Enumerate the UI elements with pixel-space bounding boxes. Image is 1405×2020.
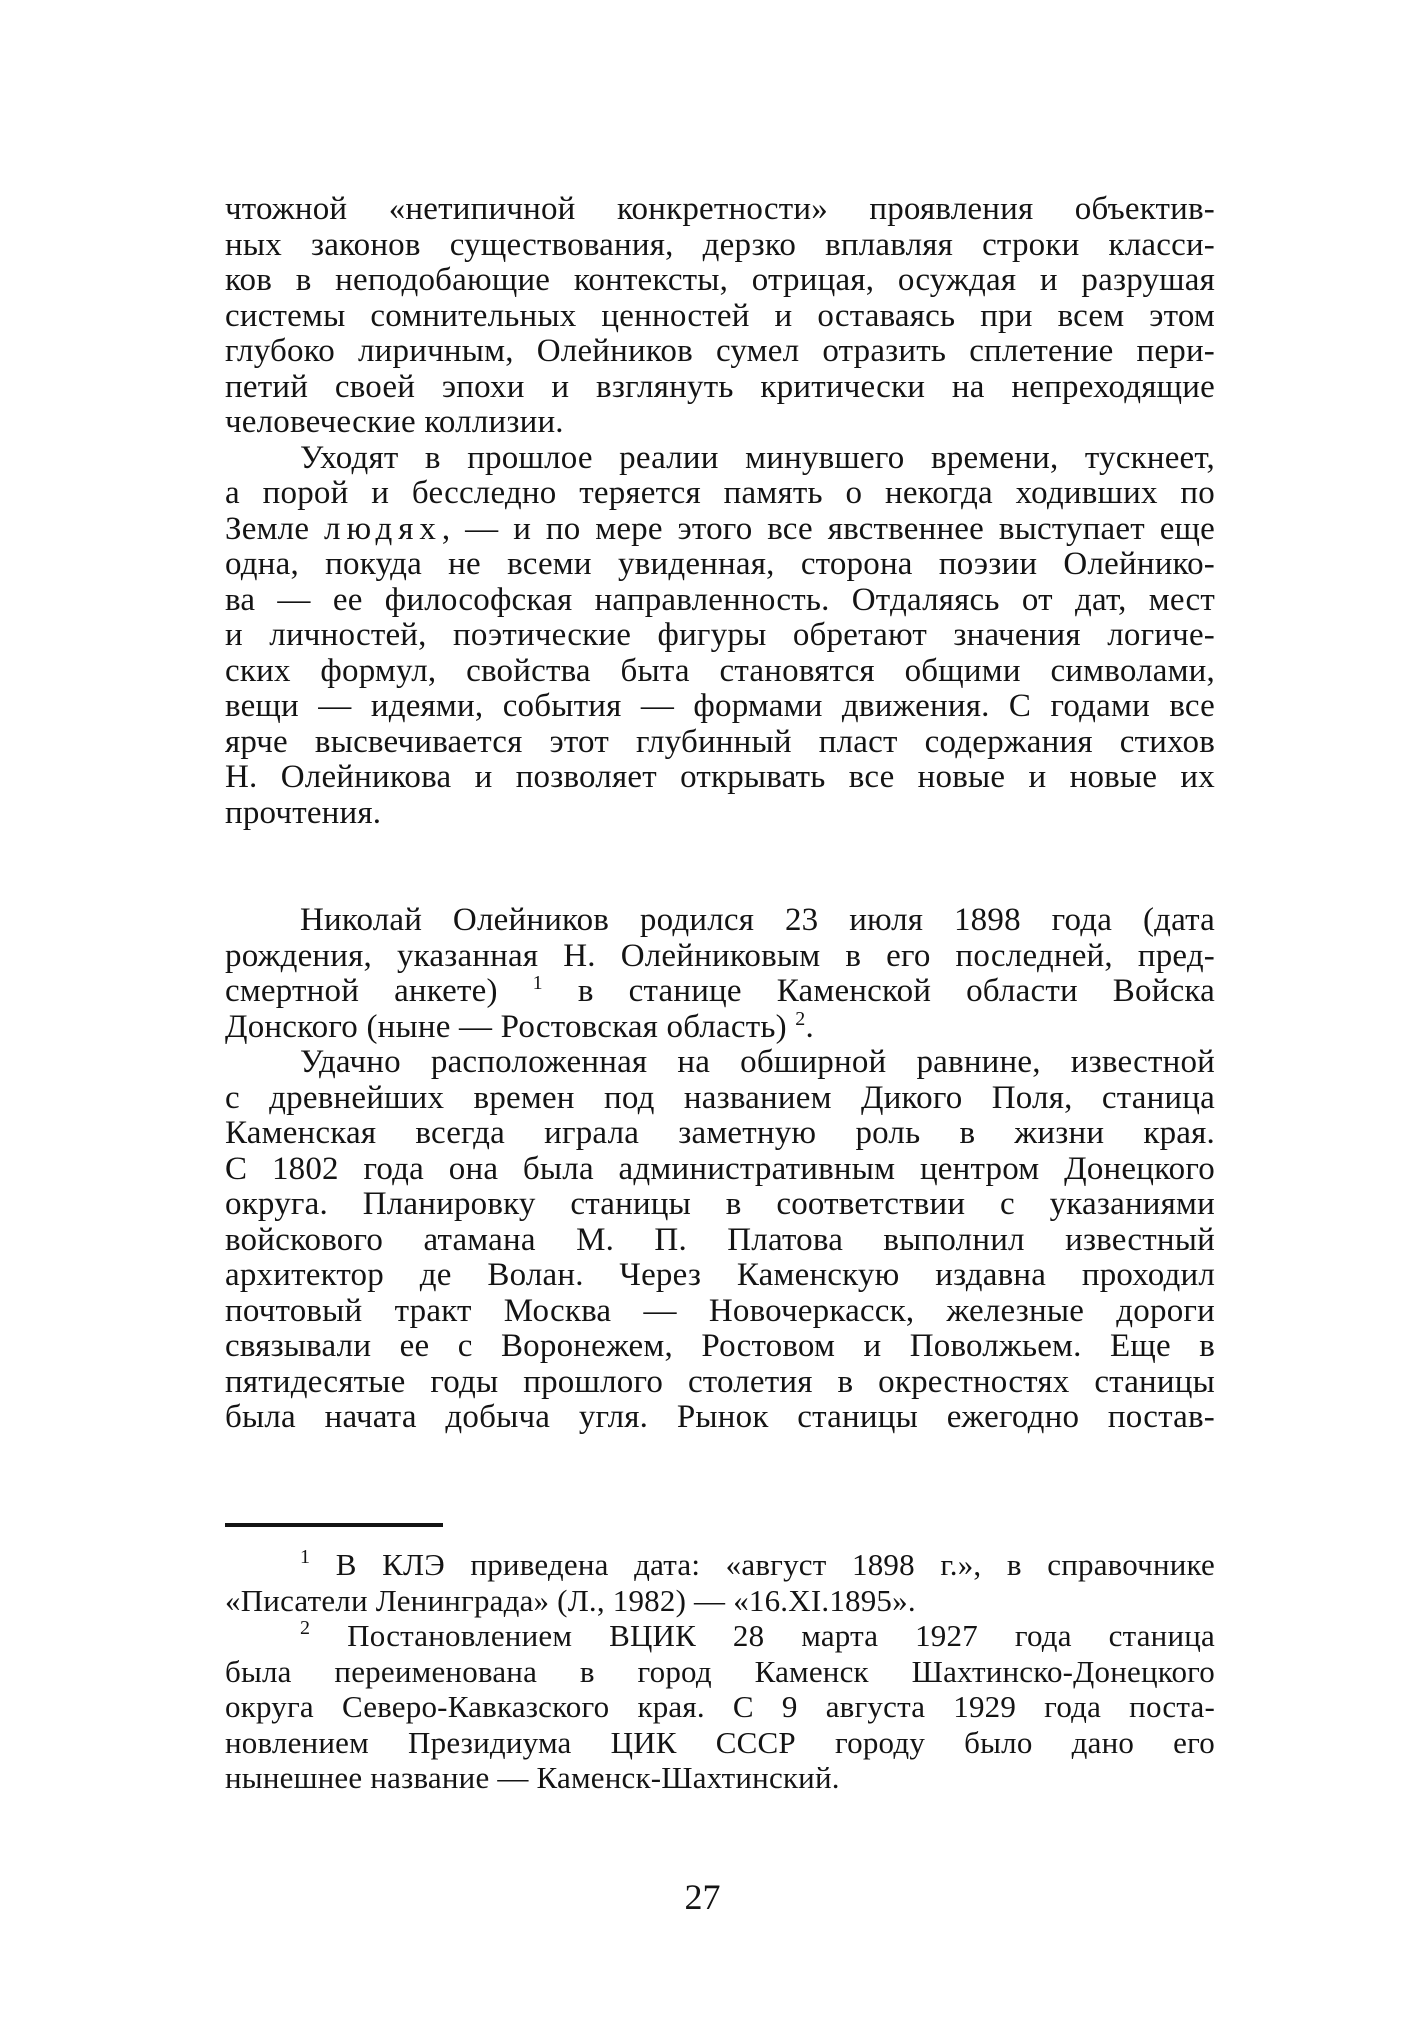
text-fragment: в станице Каменской области Войска <box>577 973 1215 1009</box>
text-line: ярче высвечивается этот глубинный пласт содержания стихов <box>225 723 1215 760</box>
footnote-marker: 1 <box>300 1546 311 1568</box>
text-line: ков в неподобающие контексты, отрицая, осуждая и разрушая <box>225 262 1215 298</box>
text-line: нынешнее название — Каменск-Шахтинский. <box>225 1760 840 1795</box>
footnote-2 <box>225 1618 1215 1796</box>
text-line: прочтения. <box>225 794 382 831</box>
text-line: Николай Олейников родился 23 июля 1898 года (дата <box>300 902 1215 938</box>
page-number: 27 <box>684 1877 721 1917</box>
footnote-ref-1[interactable]: 1 <box>532 972 543 994</box>
text-line: системы сомнительных ценностей и оставаясь при всем этом <box>225 297 1215 334</box>
text-line: связывали ее с Воронежем, Ростовом и Поволжьем. Еще в <box>225 1328 1215 1364</box>
footnote-1 <box>225 1547 1215 1618</box>
paragraph-kamenskaya <box>225 1045 1215 1436</box>
text-line: округа Северо-Кавказского края. С 9 августа 1929 года поста- <box>225 1689 1215 1724</box>
text-line: ских формул, свойства быта становятся общими символами, <box>225 652 1215 689</box>
text-fragment: , — и по мере этого все явственнее выступает еще <box>441 510 1215 547</box>
text-line: а порой и бесследно теряется память о некогда ходивших по <box>225 475 1215 511</box>
text-line: была переименована в город Каменск Шахтинско-Донецкого <box>225 1653 1215 1689</box>
text-line: одна, покуда не всеми увиденная, сторона поэзии Олейнико- <box>225 546 1215 582</box>
footnote-divider <box>225 1523 443 1527</box>
text-line: новлением Президиума ЦИК СССР городу было дано его <box>225 1724 1215 1760</box>
text-line: Н. Олейникова и позволяет открывать все новые и новые их <box>225 759 1215 795</box>
text-fragment: В КЛЭ приведена дата: «август 1898 г.», в справочнике <box>335 1547 1215 1582</box>
text-line <box>225 974 1215 1010</box>
text-line: Каменская всегда играла заметную роль в жизни края. <box>225 1115 1215 1151</box>
text-line: Удачно расположенная на обширной равнине, известной <box>300 1044 1215 1080</box>
spaced-emphasis: людях <box>324 510 442 547</box>
footnote-ref-2[interactable]: 2 <box>795 1007 806 1030</box>
text-line: архитектор де Волан. Через Каменскую издавна проходил <box>225 1257 1215 1293</box>
text-line: ва — ее философская направленность. Отдаляясь от дат, мест <box>225 581 1215 618</box>
footnotes <box>225 1547 1215 1796</box>
text-line: и личностей, поэтические фигуры обретают значения логиче- <box>225 617 1215 653</box>
text-line: «Писатели Ленинграда» (Л., 1982) — «16.XI.1895». <box>225 1582 916 1618</box>
paragraph-philosophy <box>225 441 1215 832</box>
text-fragment: . <box>805 1008 814 1045</box>
text-line <box>225 1618 1215 1654</box>
main-text <box>225 192 1215 1436</box>
text-line: чтожной «нетипичной конкретности» проявления объектив- <box>225 191 1215 227</box>
text-line <box>225 512 1215 548</box>
text-line <box>225 1547 1215 1583</box>
footnote-marker: 2 <box>300 1617 311 1639</box>
text-line: С 1802 года она была административным центром Донецкого <box>225 1150 1215 1187</box>
text-fragment: Постановлением ВЦИК 28 марта 1927 года станица <box>347 1618 1216 1653</box>
text-line: войскового атамана М. П. Платова выполнил известный <box>225 1221 1215 1258</box>
text-line: округа. Планировку станицы в соответствии с указаниями <box>225 1186 1215 1222</box>
text-line: петий своей эпохи и взглянуть критически на непреходящие <box>225 368 1215 405</box>
text-line: пятидесятые годы прошлого столетия в окрестностях станицы <box>225 1363 1215 1400</box>
text-line: почтовый тракт Москва — Новочеркасск, железные дороги <box>225 1292 1215 1329</box>
text-line: глубоко лиричным, Олейников сумел отразить сплетение пери- <box>225 333 1215 369</box>
text-line: человеческие коллизии. <box>225 404 564 440</box>
paragraph-birth <box>225 903 1215 1045</box>
paragraph-continuation <box>225 192 1215 441</box>
text-line: рождения, указанная Н. Олейниковым в его последней, пред- <box>225 937 1215 974</box>
text-fragment: Земле <box>225 510 324 547</box>
text-line <box>225 1007 1215 1046</box>
text-line: была начата добыча угля. Рынок станицы ежегодно постав- <box>225 1399 1215 1435</box>
text-fragment: Донского (ныне — Ростовская область) <box>225 1008 787 1045</box>
text-fragment: смертной анкете) <box>225 973 498 1009</box>
text-line: ных законов существования, дерзко вплавляя строки класси- <box>225 226 1215 263</box>
text-line: Уходят в прошлое реалии минувшего времени, тускнеет, <box>300 439 1215 476</box>
text-line: с древнейших времен под названием Дикого Поля, станица <box>225 1079 1215 1116</box>
section-break <box>225 831 1215 903</box>
text-line: вещи — идеями, события — формами движения. С годами все <box>225 688 1215 724</box>
